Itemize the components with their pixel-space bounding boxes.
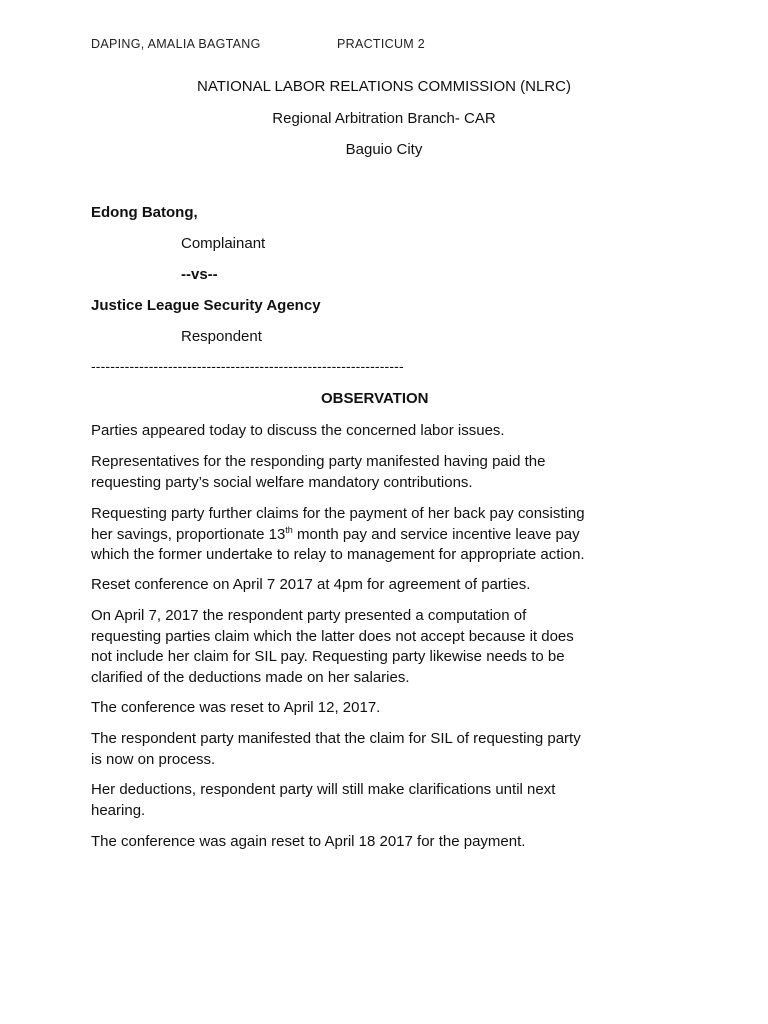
city-title: Baguio City bbox=[345, 141, 423, 158]
paragraph-line: is now on process. bbox=[91, 750, 216, 768]
paragraph-line: Reset conference on April 7 2017 at 4pm for agreement of parties. bbox=[91, 576, 531, 593]
paragraph-line bbox=[91, 525, 681, 546]
paragraph-line: Requesting party further claims for the payment of her back pay consisting bbox=[91, 505, 585, 522]
paragraph-line: Parties appeared today to discuss the concerned labor issues. bbox=[91, 422, 505, 439]
paragraph-7 bbox=[91, 729, 681, 770]
paragraph-line: hearing. bbox=[91, 801, 146, 819]
paragraph-5 bbox=[91, 606, 681, 688]
paragraph-line: On April 7, 2017 the respondent party presented a computation of bbox=[91, 607, 527, 624]
text-run: her savings, proportionate 13 bbox=[91, 525, 286, 543]
paragraph-line: clarified of the deductions made on her salaries. bbox=[91, 668, 410, 686]
paragraph-2 bbox=[91, 452, 681, 493]
header-author: DAPING, AMALIA BAGTANG bbox=[91, 37, 261, 51]
separator-line: ----------------------------------------------------------------- bbox=[91, 358, 404, 374]
ordinal-suffix: th bbox=[285, 524, 293, 535]
paragraph-8 bbox=[91, 780, 681, 821]
paragraph-line: requesting party’s social welfare mandatory contributions. bbox=[91, 473, 473, 491]
respondent-label: Respondent bbox=[181, 328, 262, 345]
paragraph-line: Representatives for the responding party manifested having paid the bbox=[91, 453, 546, 470]
paragraph-line: which the former undertake to relay to management for appropriate action. bbox=[91, 546, 585, 563]
agency-title: NATIONAL LABOR RELATIONS COMMISSION (NLRC) bbox=[197, 78, 571, 95]
paragraph-line: The respondent party manifested that the claim for SIL of requesting party bbox=[91, 730, 581, 747]
header-course: PRACTICUM 2 bbox=[337, 37, 426, 51]
versus-text: --vs-- bbox=[181, 266, 218, 283]
paragraph-3 bbox=[91, 504, 681, 566]
paragraph-line: The conference was again reset to April 18 2017 for the payment. bbox=[91, 833, 526, 850]
paragraph-9 bbox=[91, 832, 681, 853]
paragraph-line: The conference was reset to April 12, 2017. bbox=[91, 699, 381, 716]
paragraph-6 bbox=[91, 698, 681, 719]
section-title: OBSERVATION bbox=[321, 390, 429, 407]
respondent-name: Justice League Security Agency bbox=[91, 297, 321, 314]
complainant-name: Edong Batong, bbox=[91, 204, 198, 221]
complainant-label: Complainant bbox=[181, 235, 266, 252]
text-run: month pay and service incentive leave pay bbox=[292, 525, 580, 543]
branch-title: Regional Arbitration Branch- CAR bbox=[272, 110, 496, 127]
paragraph-line: requesting parties claim which the latter does not accept because it does bbox=[91, 627, 574, 645]
paragraph-line: Her deductions, respondent party will still make clarifications until next bbox=[91, 781, 556, 798]
paragraph-4 bbox=[91, 575, 681, 596]
paragraph-1 bbox=[91, 421, 681, 442]
paragraph-line: not include her claim for SIL pay. Requesting party likewise needs to be bbox=[91, 648, 565, 665]
